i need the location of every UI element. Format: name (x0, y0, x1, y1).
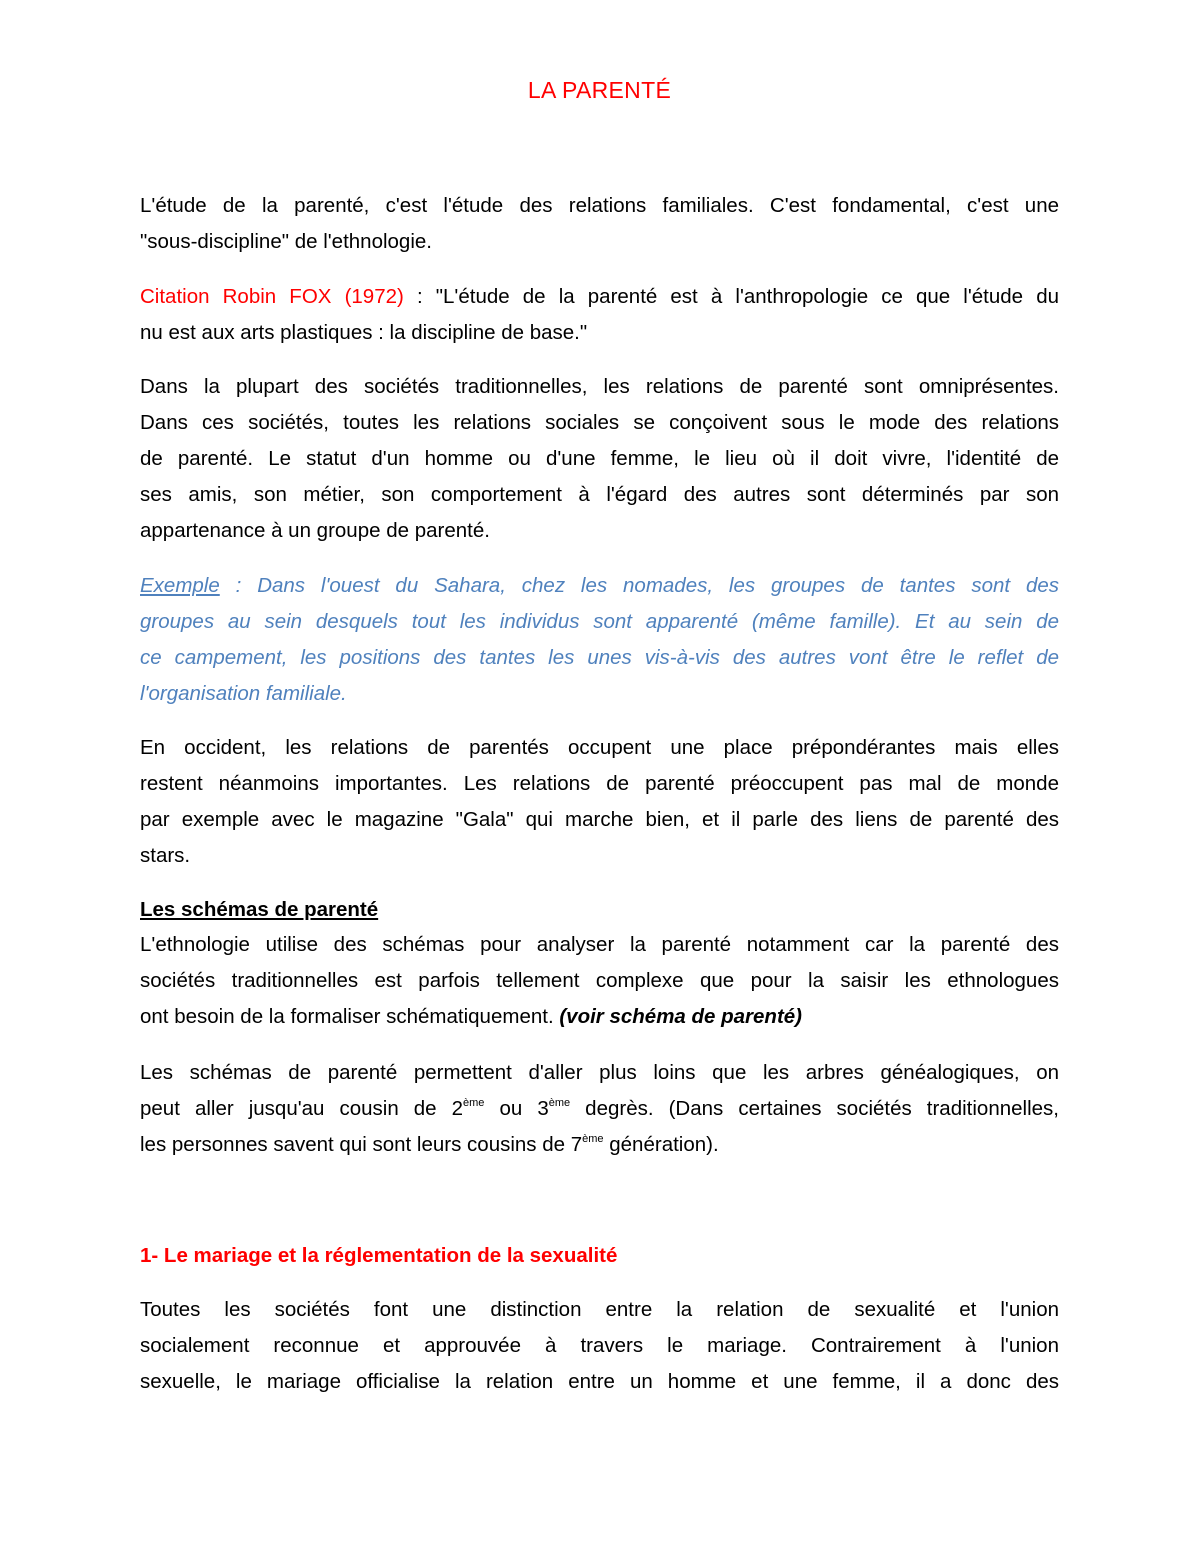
schemas-text-3: ont besoin de la formaliser schématiquement. (140, 1005, 560, 1028)
occident-line-2: restent néanmoins importantes. Les relations de parenté préoccupent pas mal de monde (140, 772, 1059, 795)
schemas2-text-3b: génération). (603, 1133, 719, 1156)
section-1-line-1: Toutes les sociétés font une distinction entre la relation de sexualité et l'union (140, 1298, 1059, 1321)
intro-paragraph (140, 188, 1059, 260)
occident-line-4: stars. (140, 844, 191, 867)
traditional-line-4: ses amis, son métier, son comportement à l'égard des autres sont déterminés par son (140, 483, 1059, 506)
schemas-paragraph (140, 893, 1059, 1035)
traditional-line-2: Dans ces sociétés, toutes les relations sociales se conçoivent sous le mode des relations (140, 411, 1059, 434)
citation-text-1: : "L'étude de la parenté est à l'anthropologie ce que l'étude du (403, 285, 1059, 308)
example-text-1: : Dans l'ouest du Sahara, chez les nomades, les groupes de tantes sont des (219, 574, 1059, 597)
page-title: LA PARENTÉ (527, 77, 672, 103)
superscript-eme: ème (463, 1097, 485, 1109)
citation-paragraph (140, 279, 1059, 351)
occident-line-1: En occident, les relations de parentés occupent une place prépondérantes mais elles (140, 736, 1059, 759)
section-1-line-2: socialement reconnue et approuvée à travers le mariage. Contrairement à l'union (140, 1334, 1059, 1357)
example-line-2: groupes au sein desquels tout les individus sont apparenté (même famille). Et au sein de (140, 610, 1059, 633)
schemas2-text-3a: les personnes savent qui sont leurs cousins de 7 (140, 1133, 583, 1156)
schemas-heading: Les schémas de parenté (140, 898, 379, 921)
schemas2-text-2a: peut aller jusqu'au cousin de 2 (140, 1097, 464, 1120)
traditional-line-5: appartenance à un groupe de parenté. (140, 519, 490, 542)
schemas2-line-3 (140, 1127, 1059, 1163)
schemas-line-3 (140, 999, 1059, 1035)
schemas-line-2: sociétés traditionnelles est parfois tellement complexe que pour la saisir les ethnologues (140, 969, 1059, 992)
example-line-3: ce campement, les positions des tantes les unes vis-à-vis des autres vont être le reflet de (140, 646, 1059, 669)
superscript-eme: ème (548, 1097, 571, 1109)
schemas2-text-2c: degrès. (Dans certaines sociétés traditionnelles, (570, 1097, 1059, 1120)
example-label: Exemple (140, 574, 220, 597)
example-line-1 (140, 568, 1059, 604)
section-1-line-3: sexuelle, le mariage officialise la relation entre un homme et une femme, il a donc des (140, 1370, 1059, 1393)
traditional-line-3: de parenté. Le statut d'un homme ou d'une femme, le lieu où il doit vivre, l'identité de (140, 447, 1059, 470)
schemas2-text-2b: ou 3 (484, 1097, 549, 1120)
superscript-eme: ème (582, 1133, 604, 1145)
schemas2-line-2 (140, 1091, 1059, 1127)
schemas2-paragraph (140, 1055, 1059, 1163)
traditional-line-1: Dans la plupart des sociétés traditionnelles, les relations de parenté sont omniprésentes. (140, 375, 1059, 398)
section-1-paragraph (140, 1292, 1059, 1400)
section-1-heading: 1- Le mariage et la réglementation de la sexualité (140, 1244, 618, 1267)
schemas-see-note: (voir schéma de parenté) (559, 1005, 803, 1028)
citation-line-2: nu est aux arts plastiques : la discipline de base." (140, 321, 588, 344)
citation-line-1 (140, 279, 1059, 315)
citation-label: Citation Robin FOX (1972) (140, 285, 404, 308)
example-line-4: l'organisation familiale. (140, 682, 347, 705)
intro-line-1: L'étude de la parenté, c'est l'étude des relations familiales. C'est fondamental, c'est une (140, 194, 1059, 217)
intro-line-2: "sous-discipline" de l'ethnologie. (140, 230, 432, 253)
occident-line-3: par exemple avec le magazine "Gala" qui marche bien, et il parle des liens de parenté des (140, 808, 1059, 831)
schemas2-line-1: Les schémas de parenté permettent d'aller plus loins que les arbres généalogiques, on (140, 1061, 1059, 1084)
traditional-paragraph (140, 369, 1059, 549)
occident-paragraph (140, 730, 1059, 874)
schemas-line-1: L'ethnologie utilise des schémas pour analyser la parenté notamment car la parenté des (140, 933, 1059, 956)
example-paragraph (140, 568, 1059, 712)
